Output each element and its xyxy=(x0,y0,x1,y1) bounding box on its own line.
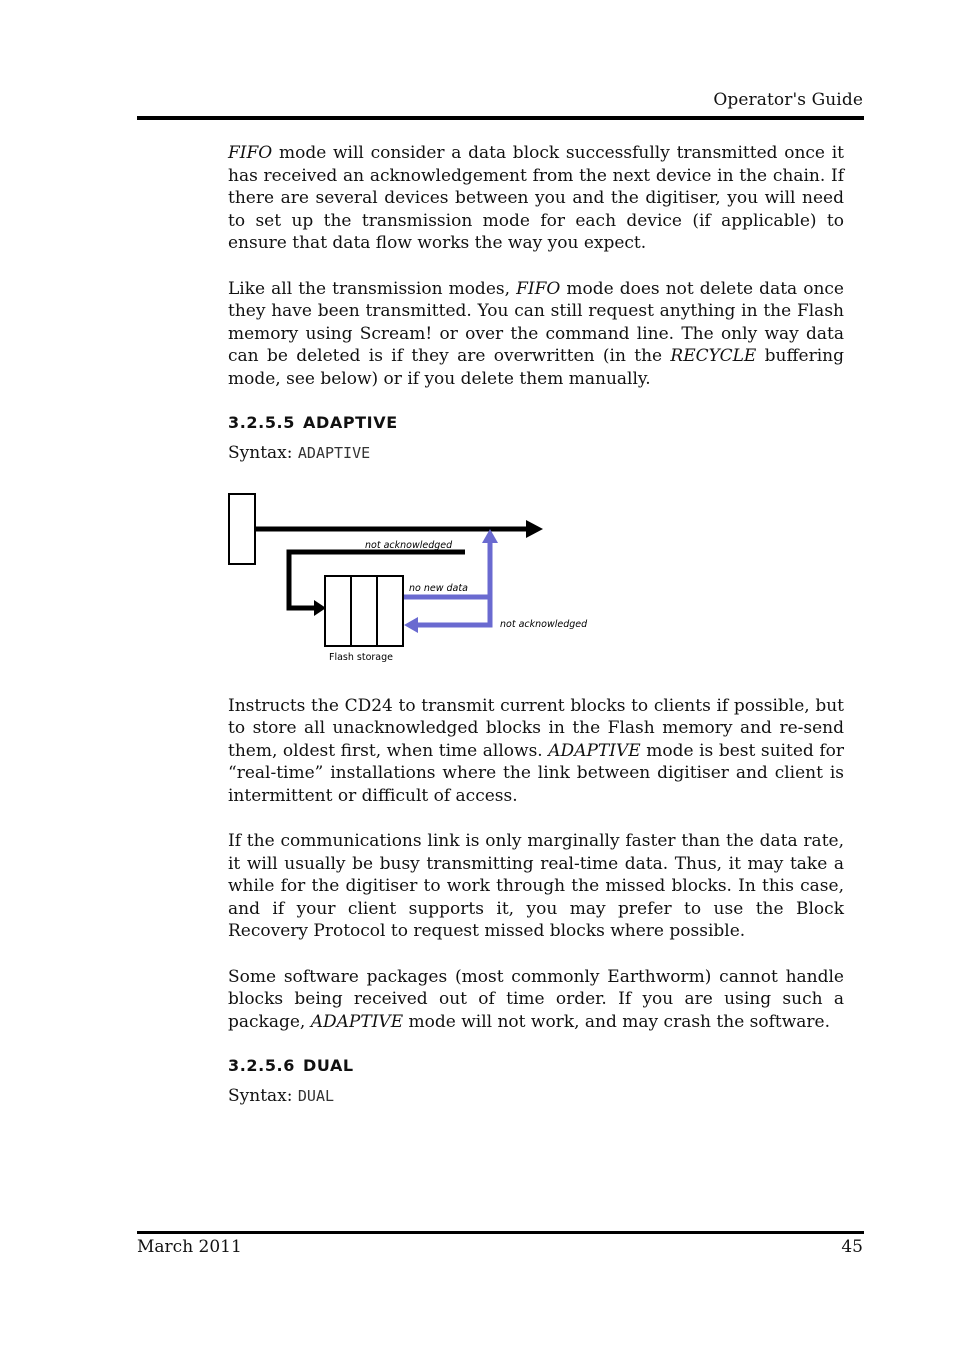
flash-cell-2 xyxy=(351,576,377,646)
paragraph-earthworm: Some software packages (most commonly Earthworm) cannot handle blocks being received out of time order. If you are using such a package, ADAPTIVE mode will not work, and may crash the software. xyxy=(228,966,844,1032)
requeue-arrowhead xyxy=(404,617,418,633)
header-rule xyxy=(137,116,864,120)
output-arrowhead xyxy=(526,520,543,538)
flash-cell-3 xyxy=(377,576,403,646)
term-fifo: FIFO xyxy=(228,143,273,163)
syntax-code: DUAL xyxy=(297,1087,335,1105)
syntax-code: ADAPTIVE xyxy=(297,444,371,462)
label-flash-storage: Flash storage xyxy=(329,651,394,663)
paragraph-fifo-deletion: Like all the transmission modes, FIFO mode does not delete data once they have been transmitted. You can still request anything in the Flash memory using Scream! or over the command line. The only way data can be deleted is if they are overwritten (in the RECYCLE buffering mode, see below) or if you delete them manually. xyxy=(228,278,844,389)
section-heading-adaptive: 3.2.5.5 ADAPTIVE xyxy=(228,413,398,432)
paragraph-fifo-intro: FIFO mode will consider a data block successfully transmitted once it has received an acknowledgement from the next device in the chain. If there are several devices between you and the digitiser, you will need to set up the transmission mode for each device (if applicable) to ensure that data flow works the way you expect. xyxy=(228,143,844,253)
label-no-new-data: no new data xyxy=(409,582,468,594)
footer-date: March 2011 xyxy=(137,1237,242,1257)
paragraph-adaptive-description: Instructs the CD24 to transmit current blocks to clients if possible, but to store all unacknowledged blocks in the Flash memory and re-send them, oldest first, when time allows. ADAPTIVE mode is best suited for “real-time” installations where the link between digitiser and client is intermittent or difficult of access. xyxy=(228,695,845,806)
main-content xyxy=(228,142,844,1108)
section-heading-dual: 3.2.5.6 DUAL xyxy=(228,1056,354,1075)
flash-cell-1 xyxy=(325,576,351,646)
term-fifo: FIFO xyxy=(516,278,561,299)
adaptive-flow-diagram xyxy=(228,483,844,665)
term-adaptive: ADAPTIVE xyxy=(548,740,641,761)
syntax-line-adaptive: Syntax: ADAPTIVE xyxy=(228,443,371,463)
diagram-svg xyxy=(228,483,844,665)
term-recycle: RECYCLE xyxy=(670,346,757,366)
label-not-acknowledged-right: not acknowledged xyxy=(500,618,588,630)
header-title: Operator's Guide xyxy=(713,90,863,110)
page-number: 45 xyxy=(841,1237,863,1257)
footer-rule xyxy=(137,1231,864,1234)
term-adaptive: ADAPTIVE xyxy=(310,1011,404,1032)
label-not-acknowledged-top: not acknowledged xyxy=(365,539,453,551)
source-box xyxy=(229,494,255,564)
paragraph-link-speed: If the communications link is only marginally faster than the data rate, it will usually be busy transmitting real-time data. Thus, it may take a while for the digitiser to work through the missed blocks. In this case, and if your client supports it, you may prefer to use the Block Recovery Protocol to request missed blocks where possible. xyxy=(228,831,844,941)
requeue-path xyxy=(414,597,490,625)
syntax-line-dual: Syntax: DUAL xyxy=(228,1086,335,1106)
